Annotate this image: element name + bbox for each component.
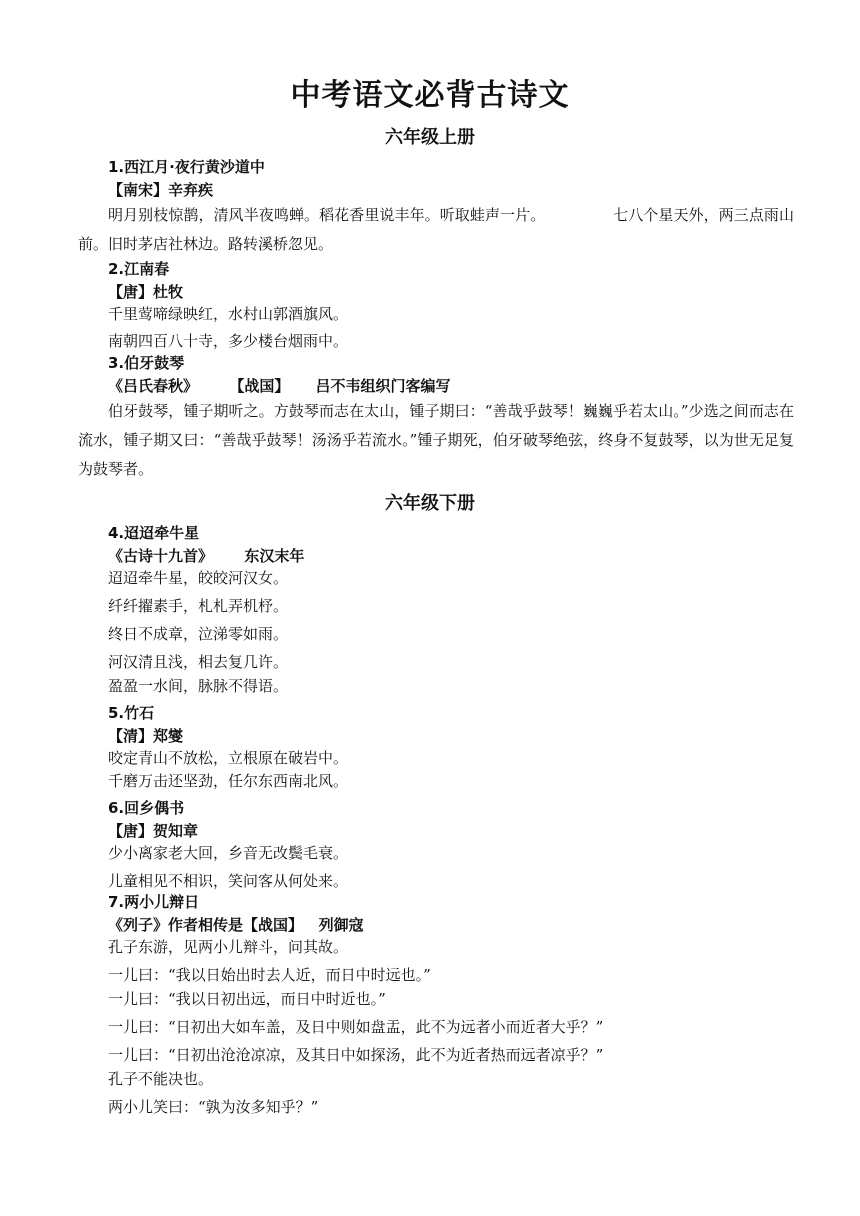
poem-line: 两小儿笑曰：“孰为汝多知乎？”	[108, 1098, 319, 1116]
poem-line: 千磨万击还坚劲，任尔东西南北风。	[108, 772, 349, 790]
poem-2	[78, 258, 794, 353]
poem-author: 【南宋】辛弃疾	[108, 181, 214, 199]
section-heading-grade6-vol1: 六年级上册	[385, 127, 475, 148]
poem-line: 河汉清且浅，相去复几许。	[108, 653, 289, 671]
poem-title: 7.两小儿辩日	[108, 893, 200, 911]
poem-line: 千里莺啼绿映红，水村山郭酒旗风。	[108, 305, 349, 323]
poem-line: 南朝四百八十寺，多少楼台烟雨中。	[108, 332, 349, 350]
poem-author: 【唐】贺知章	[108, 822, 199, 840]
poem-title: 1.西江月·夜行黄沙道中	[108, 158, 265, 176]
poem-4	[78, 522, 794, 698]
poem-author: 《吕氏春秋》 【战国】 吕不韦组织门客编写	[108, 377, 451, 395]
poem-line: 一儿曰：“我以日初出远，而日中时近也。”	[108, 990, 386, 1008]
poem-1	[78, 156, 794, 259]
poem-author: 【唐】杜牧	[108, 283, 184, 301]
poem-line: 儿童相见不相识，笑问客从何处来。	[108, 872, 349, 890]
poem-line: 一儿曰：“我以日始出时去人近，而日中时远也。”	[108, 966, 431, 984]
poem-line: 盈盈一水间，脉脉不得语。	[108, 677, 289, 695]
poem-line: 咬定青山不放松，立根原在破岩中。	[108, 749, 349, 767]
section-heading-grade6-vol2: 六年级下册	[385, 493, 475, 514]
poem-3	[78, 352, 794, 484]
poem-line: 一儿曰：“日初出大如车盖，及日中则如盘盂，此不为远者小而近者大乎？”	[108, 1018, 604, 1036]
poem-line: 少小离家老大回，乡音无改鬓毛衰。	[108, 844, 349, 862]
poem-5	[78, 702, 794, 793]
poem-line: 一儿曰：“日初出沧沧凉凉，及其日中如探汤，此不为近者热而远者凉乎？”	[108, 1046, 604, 1064]
poem-text: 伯牙鼓琴，锺子期听之。方鼓琴而志在太山，锺子期曰：“善哉乎鼓琴！巍巍乎若太山。”少选之间而志在流水，锺子期又曰：“善哉乎鼓琴！汤汤乎若流水。”锺子期死，伯牙破琴绝弦，终身不复鼓琴，以为世无足复为鼓琴者。	[78, 402, 794, 478]
poem-title: 5.竹石	[108, 704, 155, 722]
poem-author: 【清】郑燮	[108, 727, 184, 745]
poem-7	[78, 891, 794, 1119]
poem-line: 迢迢牵牛星，皎皎河汉女。	[108, 569, 289, 587]
poem-line: 纤纤擢素手，札札弄机杼。	[108, 597, 289, 615]
poem-title: 3.伯牙鼓琴	[108, 354, 185, 372]
poem-author: 《列子》作者相传是【战国】 列御寇	[108, 916, 364, 934]
poem-title: 4.迢迢牵牛星	[108, 524, 200, 542]
poem-author: 《古诗十九首》 东汉末年	[108, 547, 305, 565]
poem-6	[78, 797, 794, 893]
page-title: 中考语文必背古诗文	[290, 78, 570, 113]
poem-line: 孔子东游，见两小儿辩斗，问其故。	[108, 938, 349, 956]
poem-text: 明月别枝惊鹊，清风半夜鸣蝉。稻花香里说丰年。听取蛙声一片。 七八个星天外，两三点雨山前。旧时茅店社林边。路转溪桥忽见。	[78, 206, 794, 253]
poem-line: 孔子不能决也。	[108, 1070, 214, 1088]
poem-title: 2.江南春	[108, 260, 170, 278]
poem-line: 终日不成章，泣涕零如雨。	[108, 625, 289, 643]
poem-title: 6.回乡偶书	[108, 799, 185, 817]
